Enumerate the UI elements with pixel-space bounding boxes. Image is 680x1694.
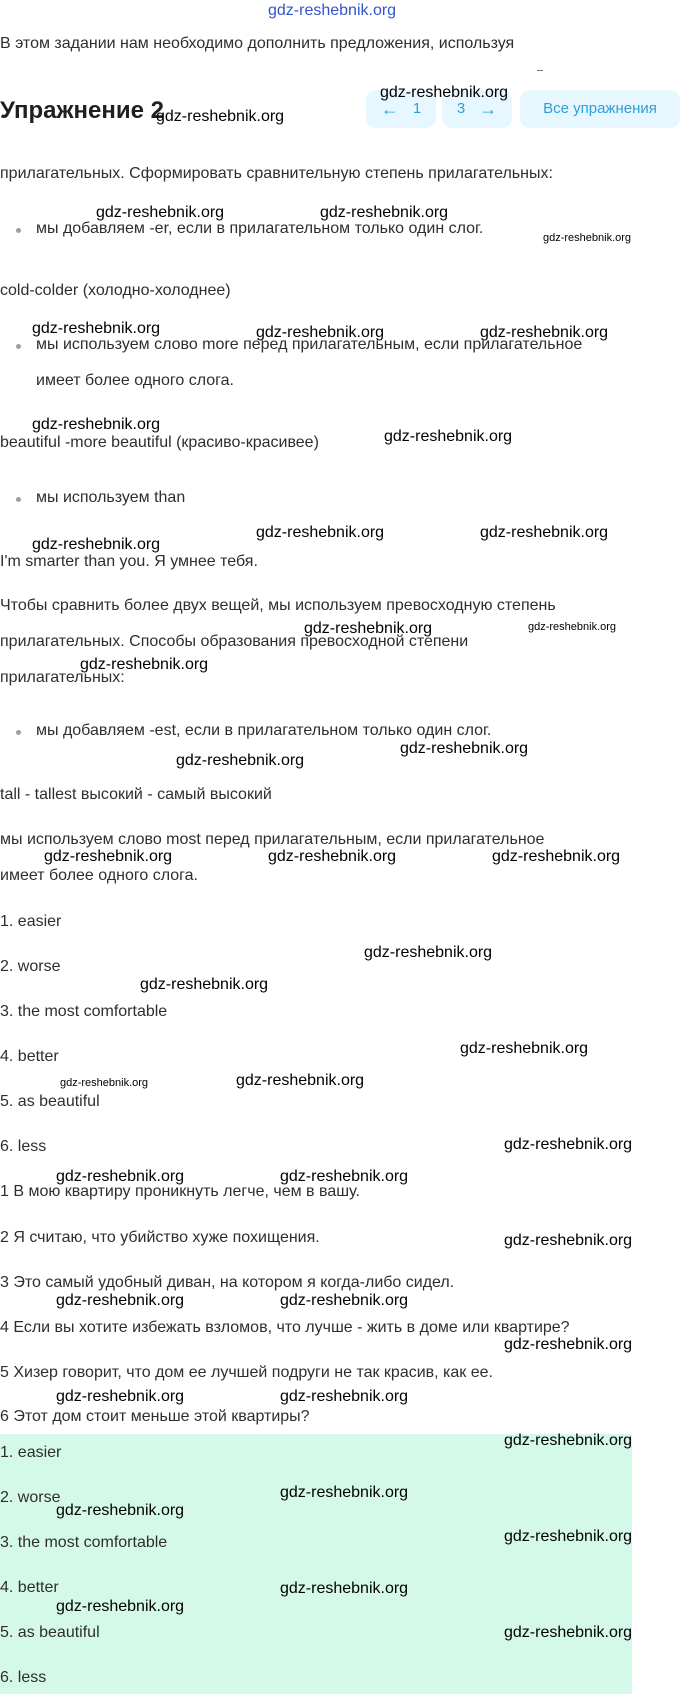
all-exercises-button[interactable] xyxy=(520,90,680,128)
watermark: gdz-reshebnik.org xyxy=(480,324,609,341)
watermark: gdz-reshebnik.org xyxy=(56,1292,185,1309)
watermark: gdz-reshebnik.org xyxy=(60,1077,149,1089)
watermark: gdz-reshebnik.org xyxy=(80,656,209,673)
all-exercises-label: Все упражнения xyxy=(543,100,657,117)
translation-item: 3 Это самый удобный диван, на котором я когда-либо сидел. xyxy=(0,1274,455,1291)
watermark: gdz-reshebnik.org xyxy=(528,621,617,633)
watermark: gdz-reshebnik.org xyxy=(32,416,161,433)
example-tall: tall - tallest высокий - самый высокий xyxy=(0,786,272,803)
watermark: gdz-reshebnik.org xyxy=(543,232,632,244)
watermark: gdz-reshebnik.org xyxy=(236,1072,365,1089)
watermark: gdz-reshebnik.org xyxy=(304,620,433,637)
superlative-line1: Чтобы сравнить более двух вещей, мы используем превосходную степень xyxy=(0,597,556,614)
watermark: gdz-reshebnik.org xyxy=(56,1598,185,1615)
watermark: gdz-reshebnik.org xyxy=(268,848,397,865)
arrow-left-icon: ← xyxy=(380,99,399,119)
final-answer-item: 2. worse xyxy=(0,1489,61,1506)
watermark: gdz-reshebnik.org xyxy=(380,84,509,101)
final-answer-item: 5. as beautiful xyxy=(0,1624,100,1641)
answer-item: 4. better xyxy=(0,1048,59,1065)
watermark: gdz-reshebnik.org xyxy=(56,1388,185,1405)
watermark: gdz-reshebnik.org xyxy=(280,1168,409,1185)
rule-more-line2: имеет более одного слога. xyxy=(36,372,234,389)
answer-item: 5. as beautiful xyxy=(0,1093,100,1110)
superlative-line3: прилагательных: xyxy=(0,669,125,686)
bullet-icon xyxy=(16,497,21,502)
watermark: gdz-reshebnik.org xyxy=(280,1292,409,1309)
rule-er: мы добавляем -er, если в прилагательном только один слог. xyxy=(36,220,484,237)
rule-most-line2: имеет более одного слога. xyxy=(0,867,198,884)
watermark: gdz-reshebnik.org xyxy=(504,1432,633,1449)
watermark: gdz-reshebnik.org xyxy=(460,1040,589,1057)
bullet-icon xyxy=(16,228,21,233)
watermark: gdz-reshebnik.org xyxy=(56,1502,185,1519)
watermark: gdz-reshebnik.org xyxy=(504,1336,633,1353)
final-answer-item: 1. easier xyxy=(0,1444,62,1461)
page-title: Упражнение 2 xyxy=(0,97,164,124)
watermark: gdz-reshebnik.org xyxy=(400,740,529,757)
watermark: gdz-reshebnik.org xyxy=(32,320,161,337)
watermark: gdz-reshebnik.org xyxy=(256,324,385,341)
watermark: gdz-reshebnik.org xyxy=(280,1388,409,1405)
superlative-line2: прилагательных. Способы образования превосходной степени xyxy=(0,633,469,650)
translation-item: 5 Хизер говорит, что дом ее лучшей подруги не так красив, как ее. xyxy=(0,1364,493,1381)
watermark: gdz-reshebnik.org xyxy=(504,1528,633,1545)
answer-panel xyxy=(0,1434,632,1694)
final-answer-item: 4. better xyxy=(0,1579,59,1596)
example-cold: cold-colder (холодно-холоднее) xyxy=(0,282,231,299)
translation-item: 6 Этот дом стоит меньше этой квартиры? xyxy=(0,1408,310,1425)
watermark: gdz-reshebnik.org xyxy=(256,524,385,541)
bullet-icon xyxy=(16,730,21,735)
translation-item: 4 Если вы хотите избежать взломов, что лучше - жить в доме или квартире? xyxy=(0,1319,570,1336)
prev-exercise-label: 1 xyxy=(412,100,422,117)
watermark: gdz-reshebnik.org xyxy=(320,204,449,221)
rule-than: мы используем than xyxy=(36,489,186,506)
watermark: gdz-reshebnik.org xyxy=(156,108,285,125)
answer-item: 1. easier xyxy=(0,913,62,930)
example-smarter: I'm smarter than you. Я умнее тебя. xyxy=(0,553,258,570)
watermark: gdz-reshebnik.org xyxy=(504,1624,633,1641)
watermark: gdz-reshebnik.org xyxy=(140,976,269,993)
answer-item: 6. less xyxy=(0,1138,47,1155)
watermark: gdz-reshebnik.org xyxy=(44,848,173,865)
watermark: gdz-reshebnik.org xyxy=(32,536,161,553)
watermark: gdz-reshebnik.org xyxy=(504,1136,633,1153)
watermark: gdz-reshebnik.org xyxy=(280,1484,409,1501)
watermark: gdz-reshebnik.org xyxy=(96,204,225,221)
translation-item: 1 В мою квартиру проникнуть легче, чем в вашу. xyxy=(0,1183,360,1200)
watermark: gdz-reshebnik.org xyxy=(176,752,305,769)
arrow-right-icon: → xyxy=(479,99,498,119)
watermark: gdz-reshebnik.org xyxy=(504,1232,633,1249)
answer-item: 3. the most comfortable xyxy=(0,1003,168,1020)
watermark: gdz-reshebnik.org xyxy=(384,428,513,445)
intro-text: В этом задании нам необходимо дополнить предложения, используя xyxy=(0,35,515,52)
translation-item: 2 Я считаю, что убийство хуже похищения. xyxy=(0,1229,320,1246)
final-answer-item: 3. the most comfortable xyxy=(0,1534,168,1551)
example-beautiful: beautiful -more beautiful (красиво-красивее) xyxy=(0,434,319,451)
answer-item: 2. worse xyxy=(0,958,61,975)
final-answer-item: 6. less xyxy=(0,1669,47,1686)
bullet-icon xyxy=(16,344,21,349)
watermark: gdz-reshebnik.org xyxy=(364,944,493,961)
divider xyxy=(537,70,543,71)
comparative-intro: прилагательных. Сформировать сравнительную степень прилагательных: xyxy=(0,165,553,182)
rule-most-line1: мы используем слово most перед прилагательным, если прилагательное xyxy=(0,831,545,848)
next-exercise-label: 3 xyxy=(456,100,466,117)
watermark: gdz-reshebnik.org xyxy=(492,848,621,865)
rule-more-line1: мы используем слово more перед прилагательным, если прилагательное xyxy=(36,336,583,353)
rule-est: мы добавляем -est, если в прилагательном только один слог. xyxy=(36,722,492,739)
watermark: gdz-reshebnik.org xyxy=(268,2,397,19)
watermark: gdz-reshebnik.org xyxy=(480,524,609,541)
watermark: gdz-reshebnik.org xyxy=(56,1168,185,1185)
watermark: gdz-reshebnik.org xyxy=(280,1580,409,1597)
